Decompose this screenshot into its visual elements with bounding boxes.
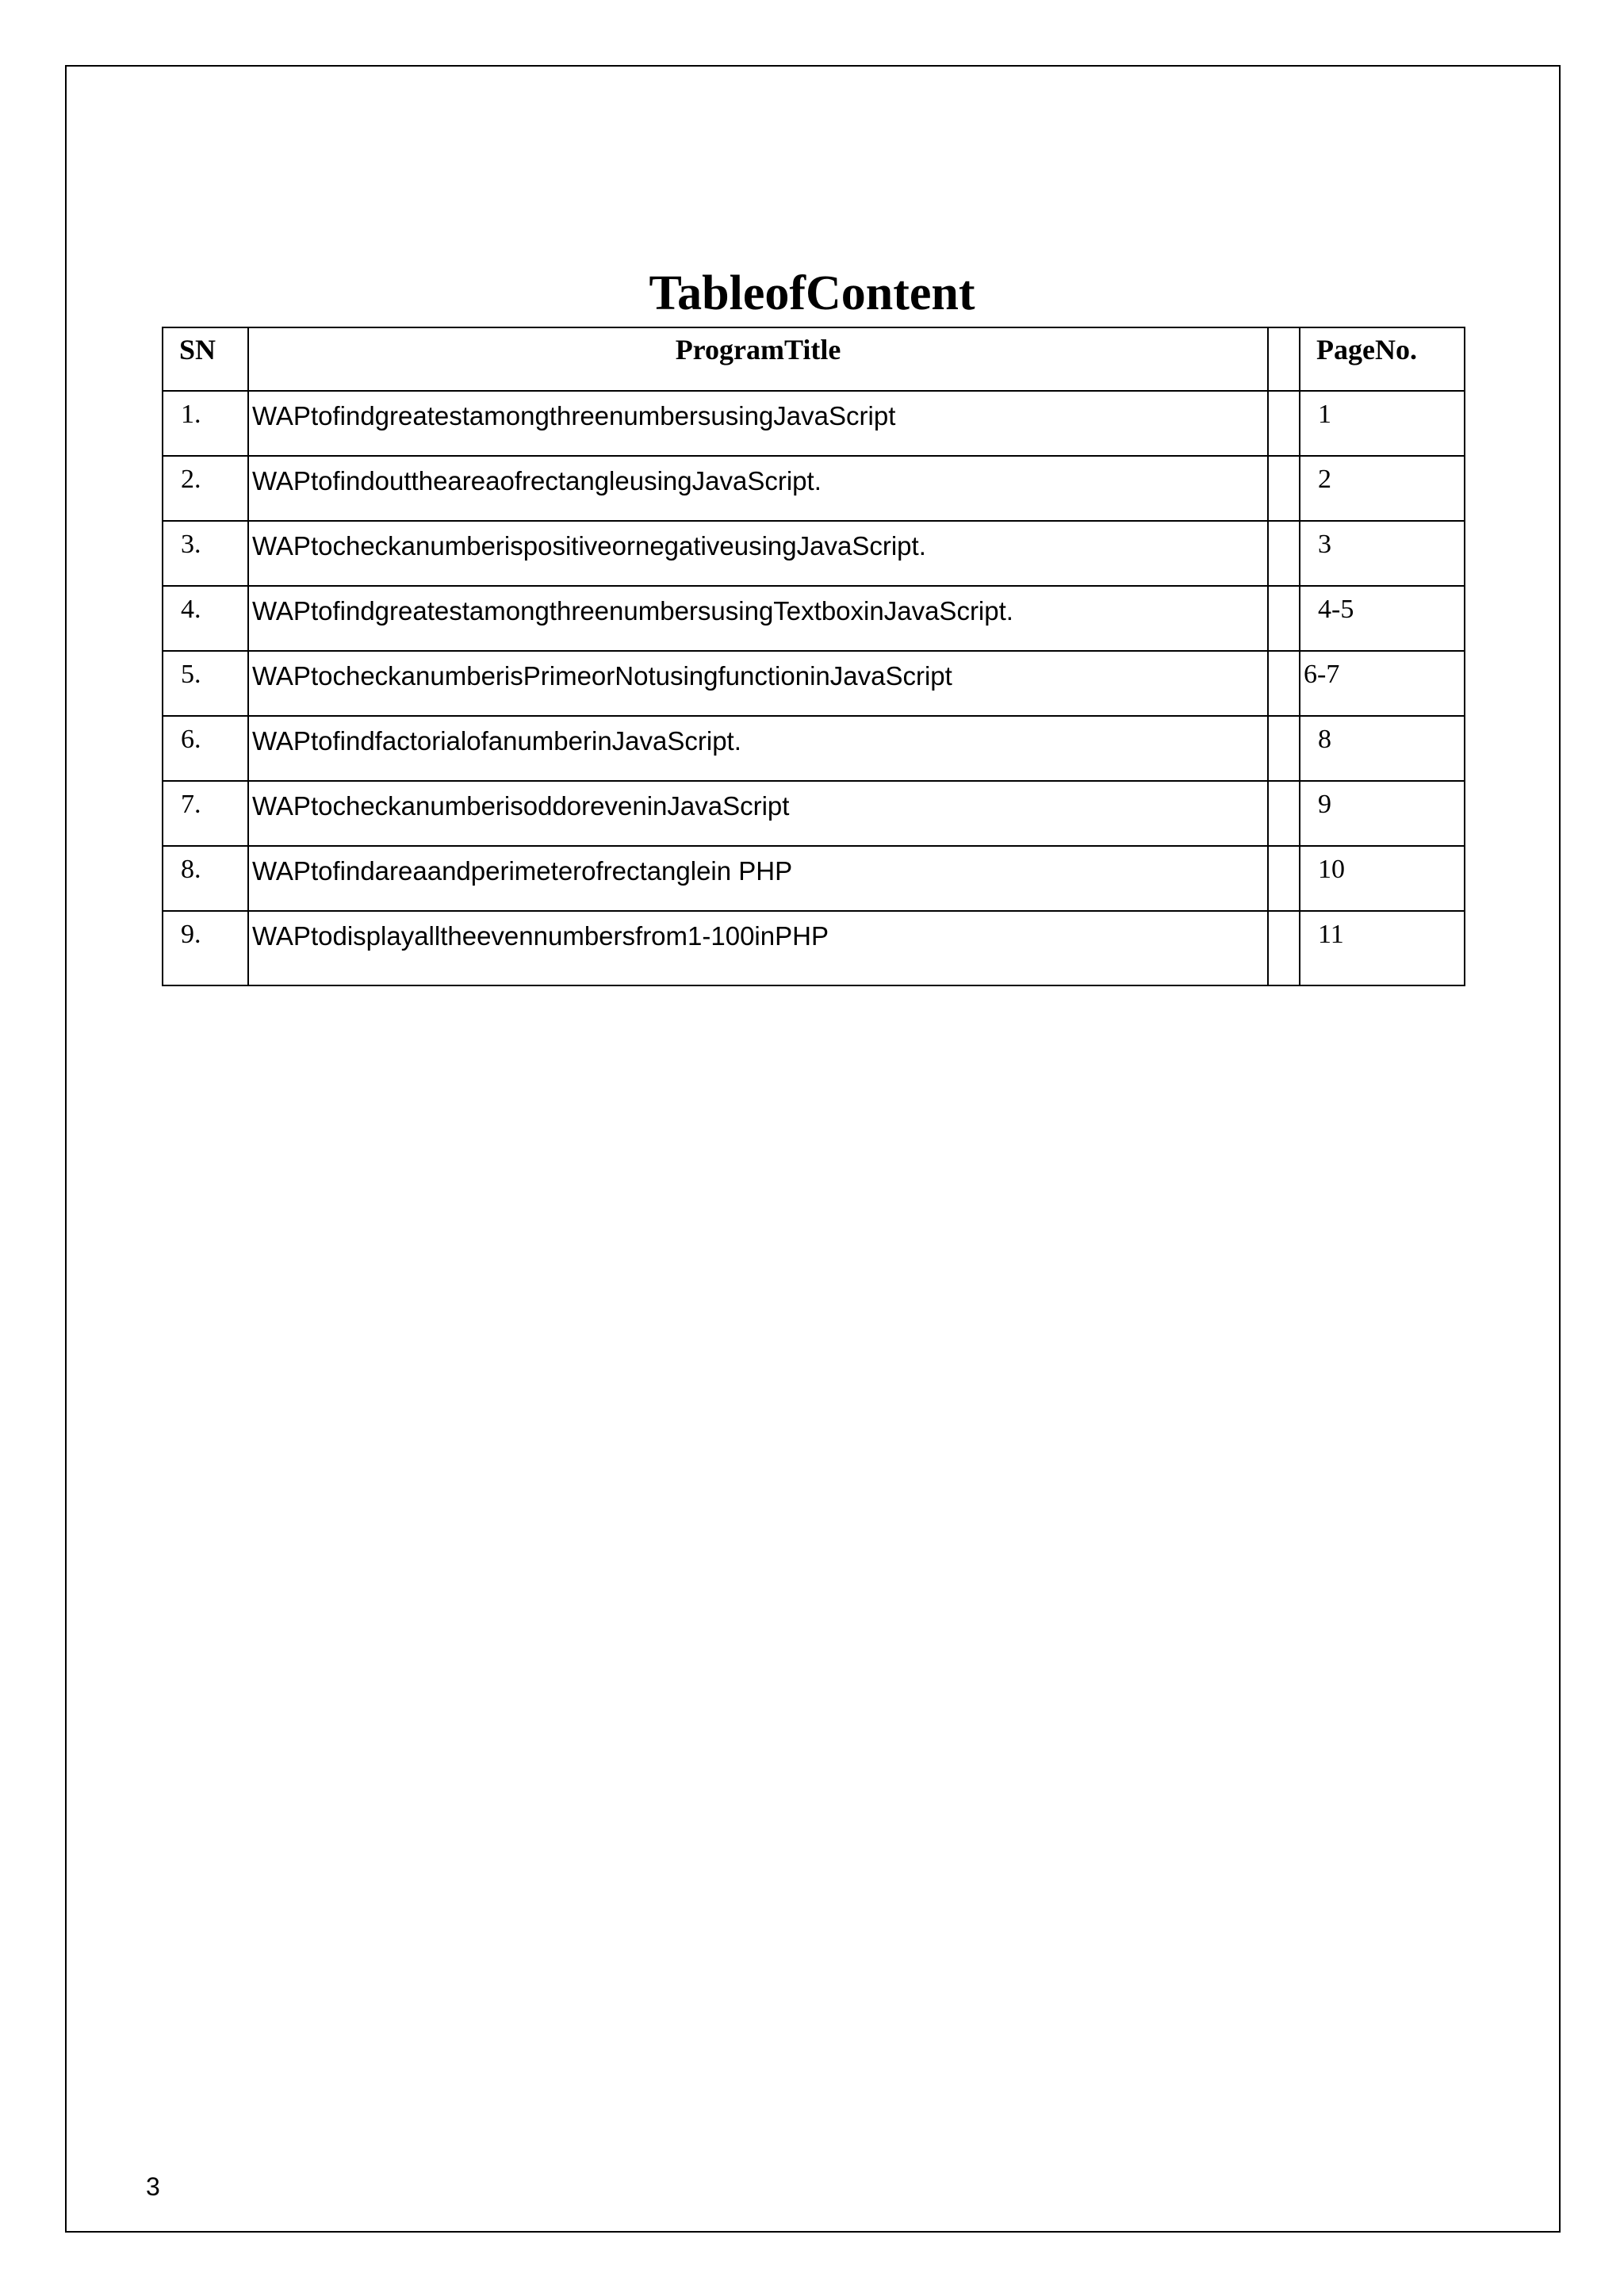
row-gap-cell (1268, 586, 1300, 651)
row-title: WAPtodisplayalltheevennumbersfrom1-100inPHP (248, 911, 1268, 985)
row-title: WAPtofindfactorialofanumberinJavaScript. (248, 716, 1268, 781)
row-title: WAPtofindgreatestamongthreenumbersusingTextboxinJavaScript. (248, 586, 1268, 651)
row-sn: 1. (163, 391, 248, 456)
page-number: 3 (146, 2172, 160, 2201)
header-page-no: PageNo. (1300, 327, 1465, 391)
row-page: 8 (1300, 716, 1465, 781)
row-sn: 9. (163, 911, 248, 985)
toc-table (162, 327, 1465, 986)
row-sn: 8. (163, 846, 248, 911)
row-page: 11 (1300, 911, 1465, 985)
row-page: 9 (1300, 781, 1465, 846)
row-title: WAPtofindgreatestamongthreenumbersusingJavaScript (248, 391, 1268, 456)
row-page: 6-7 (1300, 651, 1465, 716)
row-page: 3 (1300, 521, 1465, 586)
table-row (163, 521, 1465, 586)
row-page: 10 (1300, 846, 1465, 911)
row-gap-cell (1268, 781, 1300, 846)
row-sn: 4. (163, 586, 248, 651)
row-gap-cell (1268, 391, 1300, 456)
row-gap-cell (1268, 911, 1300, 985)
row-page: 4-5 (1300, 586, 1465, 651)
row-title: WAPtocheckanumberispositiveornegativeusingJavaScript. (248, 521, 1268, 586)
table-row (163, 911, 1465, 985)
table-row (163, 716, 1465, 781)
table-row (163, 391, 1465, 456)
row-sn: 3. (163, 521, 248, 586)
row-title: WAPtocheckanumberisoddoreveninJavaScript (248, 781, 1268, 846)
row-gap-cell (1268, 456, 1300, 521)
header-gap-cell (1268, 327, 1300, 391)
header-sn: SN (163, 327, 248, 391)
row-gap-cell (1268, 846, 1300, 911)
row-title: WAPtocheckanumberisPrimeorNotusingfunctioninJavaScript (248, 651, 1268, 716)
row-title: WAPtofindareaandperimeterofrectanglein PHP (248, 846, 1268, 911)
table-row (163, 651, 1465, 716)
table-row (163, 781, 1465, 846)
row-page: 2 (1300, 456, 1465, 521)
header-program-title: ProgramTitle (248, 327, 1268, 391)
row-sn: 6. (163, 716, 248, 781)
table-row (163, 456, 1465, 521)
page-title: TableofContent (649, 266, 975, 320)
row-title: WAPtofindouttheareaofrectangleusingJavaScript. (248, 456, 1268, 521)
row-gap-cell (1268, 716, 1300, 781)
row-gap-cell (1268, 651, 1300, 716)
row-sn: 5. (163, 651, 248, 716)
row-sn: 2. (163, 456, 248, 521)
table-row (163, 846, 1465, 911)
table-row (163, 586, 1465, 651)
row-page: 1 (1300, 391, 1465, 456)
row-gap-cell (1268, 521, 1300, 586)
row-sn: 7. (163, 781, 248, 846)
table-header-row (163, 327, 1465, 391)
